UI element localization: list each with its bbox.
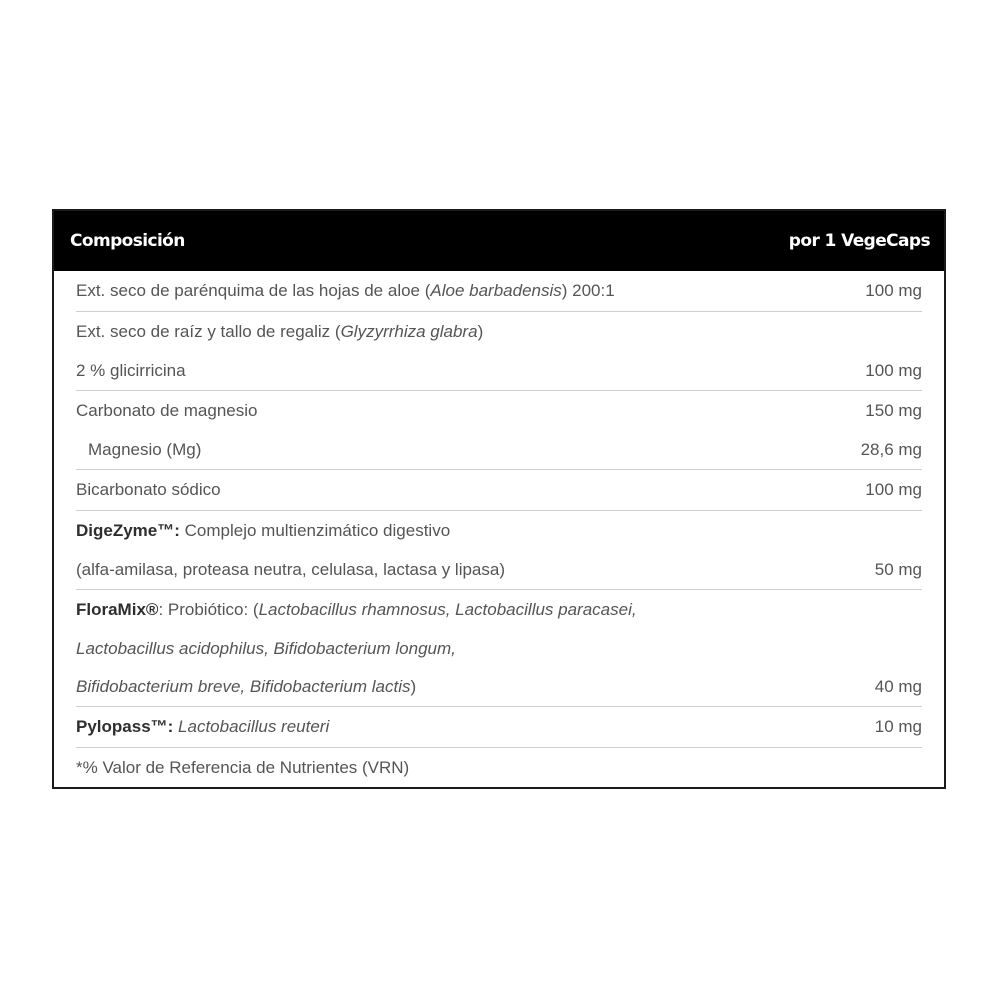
digezyme-amount: 50 mg: [874, 560, 922, 579]
row-regaliz: [76, 312, 922, 391]
magnesio-sub-label: Magnesio (Mg): [88, 440, 202, 459]
bicarbonato-amount: 100 mg: [865, 480, 922, 499]
aloe-label: Ext. seco de parénquima de las hojas de aloe (Aloe barbadensis) 200:1: [76, 281, 615, 300]
composition-table: [52, 209, 946, 789]
magnesio-amount: 150 mg: [865, 401, 922, 420]
magnesio-label: Carbonato de magnesio: [76, 401, 258, 420]
regaliz-sub-label: 2 % glicirricina: [76, 361, 186, 380]
table-header: [54, 211, 944, 271]
regaliz-label: Ext. seco de raíz y tallo de regaliz (Glyzyrrhiza glabra): [76, 322, 484, 341]
row-floramix: [76, 590, 922, 707]
row-footnote: [76, 748, 922, 788]
floramix-label: FloraMix®: Probiótico: (Lactobacillus rhamnosus, Lactobacillus paracasei,: [76, 600, 637, 619]
pylopass-amount: 10 mg: [874, 717, 922, 736]
row-digezyme: [76, 511, 922, 590]
floramix-line2: Lactobacillus acidophilus, Bifidobacterium longum,: [76, 639, 456, 658]
regaliz-amount: 100 mg: [865, 361, 922, 380]
magnesio-sub-amount: 28,6 mg: [860, 440, 922, 459]
row-aloe: [76, 271, 922, 312]
footnote-text: *% Valor de Referencia de Nutrientes (VRN): [76, 758, 410, 777]
serving-label: por 1 VegeCaps: [788, 231, 930, 251]
table-body: [54, 271, 944, 788]
bicarbonato-label: Bicarbonato sódico: [76, 480, 221, 499]
row-magnesio: [76, 391, 922, 470]
aloe-amount: 100 mg: [865, 281, 922, 300]
pylopass-label: Pylopass™: Lactobacillus reuteri: [76, 717, 330, 736]
row-pylopass: [76, 707, 922, 748]
row-bicarbonato: [76, 470, 922, 511]
floramix-line3: Bifidobacterium breve, Bifidobacterium lactis): [76, 677, 417, 696]
floramix-amount: 40 mg: [874, 677, 922, 696]
digezyme-label: DigeZyme™: Complejo multienzimático digestivo: [76, 521, 451, 540]
digezyme-detail: (alfa-amilasa, proteasa neutra, celulasa, lactasa y lipasa): [76, 560, 505, 579]
composition-title: Composición: [70, 231, 185, 251]
